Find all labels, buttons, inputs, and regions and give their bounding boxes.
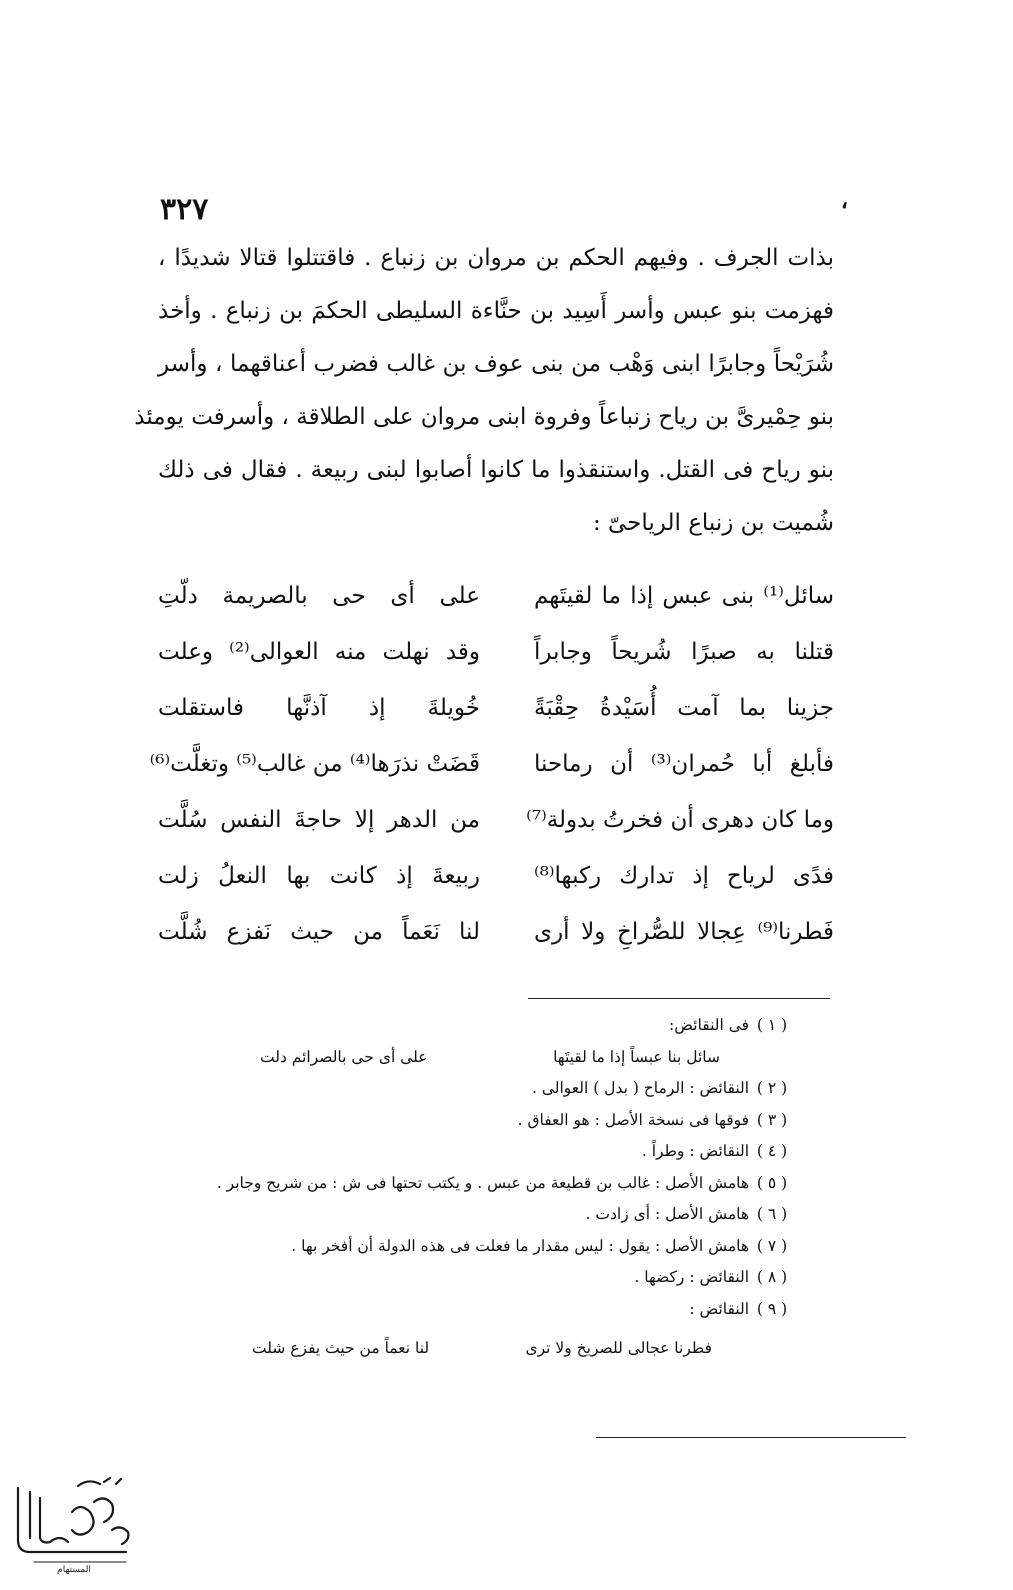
verse-second-hemistich: على أى حى بالصريمة دلّتِ xyxy=(158,583,480,609)
footnote xyxy=(160,1136,790,1168)
bottom-divider xyxy=(596,1437,906,1438)
prose-line: شُرَيْحاً وجابرًا ابنى وَهْب من بنى عوف بن غالب فضرب أعناقهما ، وأسر xyxy=(158,351,834,377)
verse-first-hemistich: سائل⁽¹⁾ بنى عبس إذا ما لقيتَهم xyxy=(534,583,834,609)
footnote-number: ( ٨ ) xyxy=(756,1268,788,1286)
footnote-text: النقائض : وطراً . xyxy=(641,1142,750,1160)
quote-first-hemistich: سائل بنا عبساً إذا ما لقيتَها xyxy=(553,1047,720,1066)
footnote-text: النقائض : الرماح ( بدل ) العوالى . xyxy=(531,1079,750,1097)
quote-second-hemistich: لنا نعماً من حيث يفزع شلت xyxy=(252,1339,430,1357)
footnote xyxy=(160,1199,790,1231)
poem-verse xyxy=(158,680,834,736)
footnote-number: ( ١ ) xyxy=(756,1016,788,1034)
prose-line: بذات الجرف . وفيهم الحكم بن مروان بن زنباع . فاقتتلوا قتالا شديدًا ، xyxy=(158,245,834,271)
verse-second-hemistich: ربيعةَ إذ كانت بها النعلُ زلت xyxy=(158,863,480,889)
poem-verse xyxy=(158,624,834,680)
footnote-number: ( ٤ ) xyxy=(756,1142,788,1160)
verse-first-hemistich: قتلنا به صبرًا شُريحاً وجابراً xyxy=(534,639,834,665)
footnote-number: ( ٩ ) xyxy=(756,1299,788,1318)
footnotes xyxy=(160,1010,790,1365)
footnote-text: النقائض : xyxy=(689,1299,750,1318)
footnote-quoted-verse xyxy=(160,1333,790,1365)
verse-first-hemistich: فأبلغ أبا حُمران⁽³⁾ أن رماحنا xyxy=(534,751,834,777)
footnote-text: فوقها فى نسخة الأصل : هو العفاق . xyxy=(517,1110,750,1129)
seal-text: المستهام xyxy=(57,1565,91,1575)
poem-verse xyxy=(158,848,834,904)
footnote xyxy=(160,1010,790,1042)
footnote-number: ( ٧ ) xyxy=(756,1236,788,1255)
corner-mark: ، xyxy=(840,188,848,214)
footnote xyxy=(160,1262,790,1294)
poem-verse xyxy=(158,568,834,624)
footnote xyxy=(160,1294,790,1326)
footnote-number: ( ٦ ) xyxy=(756,1205,788,1223)
poem xyxy=(149,568,834,960)
footnote xyxy=(160,1105,790,1137)
poem-verse xyxy=(149,736,834,792)
footnote-quoted-verse xyxy=(160,1042,790,1074)
verse-first-hemistich: وما كان دهرى أن فخرتُ بدولة⁽⁷⁾ xyxy=(526,807,834,833)
footnote-number: ( ٢ ) xyxy=(756,1079,788,1097)
footnote-text: هامش الأصل : غالب بن قطيعة من عبس . و يكتب تحتها فى ش : من شريح وجابر . xyxy=(216,1173,750,1192)
prose-line: شُميت بن زنباع الرياحىّ : xyxy=(592,510,834,536)
verse-first-hemistich: فدًى لرياح إذ تدارك ركبها⁽⁸⁾ xyxy=(534,863,834,889)
verse-second-hemistich: وقد نهلت منه العوالى⁽²⁾ وعلت xyxy=(158,639,480,665)
verse-second-hemistich: خُويلةَ إذ آذنَّها فاستقلت xyxy=(158,695,480,721)
library-seal-icon xyxy=(8,1468,140,1576)
page-number: ٣٢٧ xyxy=(160,192,209,227)
footnote-divider xyxy=(528,998,830,999)
poem-verse xyxy=(158,904,834,960)
poem-verse xyxy=(158,792,834,848)
prose-line: فهزمت بنو عبس وأسر أَسِيد بن حنَّاءة السليطى الحكمَ بن زنباع . وأخذ xyxy=(158,298,834,324)
verse-first-hemistich: جزينا بما آمت أُسَيْدةُ حِقْبَةً xyxy=(534,695,834,721)
footnote-text: النقائض : ركضها . xyxy=(634,1268,750,1286)
footnote xyxy=(160,1168,790,1200)
footnote-text: هامش الأصل : أى زادت . xyxy=(585,1205,750,1223)
footnote xyxy=(160,1073,790,1105)
footnote-text: هامش الأصل : يقول : ليس مقدار ما فعلت فى هذه الدولة أن أفخر بها . xyxy=(291,1236,750,1255)
verse-second-hemistich: من الدهر إلا حاجةَ النفس سُلَّت xyxy=(158,807,480,833)
quote-first-hemistich: فطرنا عجالى للصريخ ولا ترى xyxy=(525,1339,712,1357)
verse-second-hemistich: لنا نَعَماً من حيث نَفزع شُلَّت xyxy=(158,919,480,945)
verse-second-hemistich: قَضَتْ نذرَها⁽⁴⁾ من غالب⁽⁵⁾ وتغلَّت⁽⁶⁾ xyxy=(149,751,480,777)
prose-line: بنو حِمْيرىَّ بن رياح زنباعاً وفروة ابنى مروان على الطلاقة ، وأسرفت يومئذ xyxy=(134,404,834,430)
quote-second-hemistich: على أى حى بالصرائم دلت xyxy=(260,1047,428,1066)
verse-first-hemistich: فَطرنا⁽⁹⁾ عِجالا للصُّراخِ ولا أرى xyxy=(534,919,834,945)
footnote-number: ( ٣ ) xyxy=(756,1110,788,1129)
footnote-number: ( ٥ ) xyxy=(756,1173,788,1192)
prose-paragraph xyxy=(134,232,834,550)
footnote xyxy=(160,1231,790,1263)
prose-line: بنو رياح فى القتل. واستنقذوا ما كانوا أصابوا لبنى ربيعة . فقال فى ذلك xyxy=(158,457,834,483)
footnote-text: فى النقائض: xyxy=(669,1016,750,1034)
